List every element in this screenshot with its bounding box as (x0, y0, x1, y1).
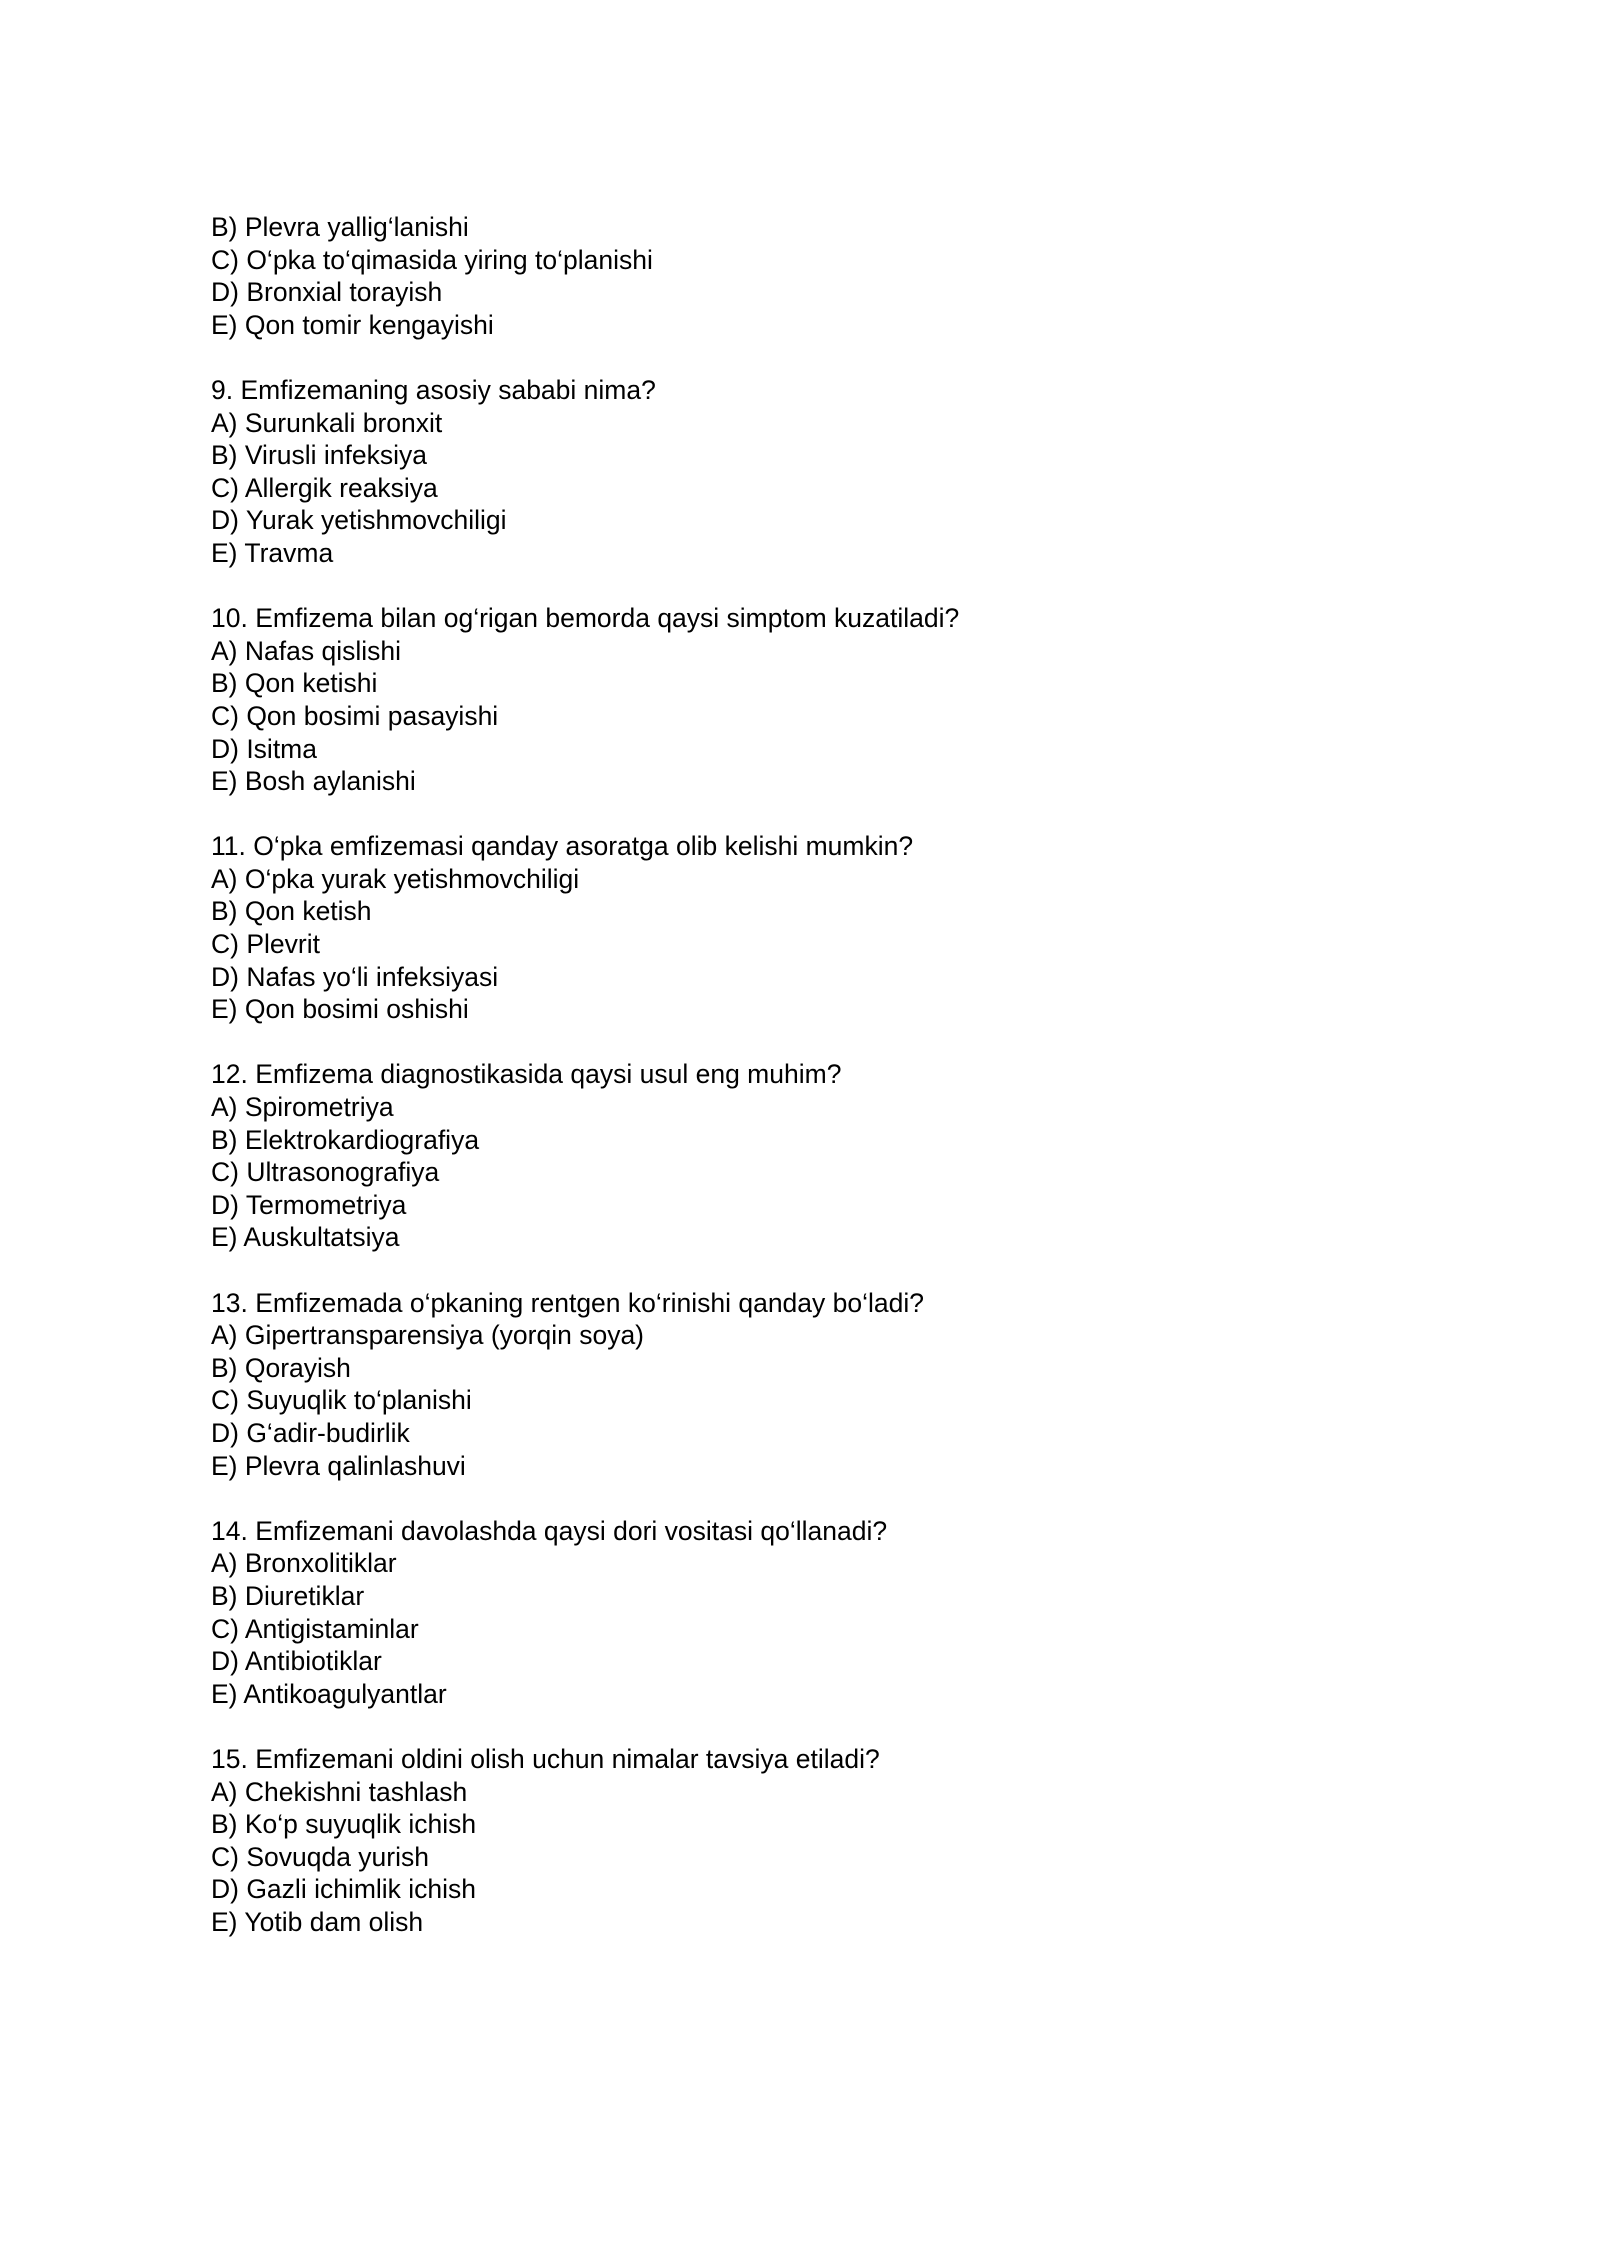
question-text: 13. Emfizemada o‘pkaning rentgen ko‘rinishi qanday bo‘ladi? (211, 1287, 925, 1318)
question-block-11 (211, 830, 1411, 1026)
option-line: C) Sovuqda yurish (211, 1841, 429, 1872)
question-block-15 (211, 1743, 1411, 1939)
option-line: B) Elektrokardiografiya (211, 1124, 480, 1155)
option-line: E) Qon bosimi oshishi (211, 994, 469, 1025)
option-line: D) Gazli ichimlik ichish (211, 1874, 477, 1905)
option-line: C) Plevrit (211, 929, 320, 960)
option-line: C) Ultrasonografiya (211, 1157, 440, 1188)
question-text: 14. Emfizemani davolashda qaysi dori vositasi qo‘llanadi? (211, 1515, 888, 1546)
option-line: D) Yurak yetishmovchiligi (211, 505, 507, 536)
option-line: A) Surunkali bronxit (211, 407, 443, 438)
question-text: 9. Emfizemaning asosiy sababi nima? (211, 374, 656, 405)
option-line: C) Suyuqlik to‘planishi (211, 1385, 472, 1416)
question-block-14 (211, 1515, 1411, 1711)
option-line: C) Antigistaminlar (211, 1613, 419, 1644)
option-line: B) Qon ketish (211, 896, 372, 927)
option-line: E) Auskultatsiya (211, 1222, 400, 1253)
question-block-10 (211, 602, 1411, 798)
option-line: D) Isitma (211, 733, 317, 764)
question-text: 12. Emfizema diagnostikasida qaysi usul eng muhim? (211, 1059, 842, 1090)
option-line: B) Ko‘p suyuqlik ichish (211, 1809, 477, 1840)
option-line: D) Bronxial torayish (211, 277, 443, 308)
option-line: A) Gipertransparensiya (yorqin soya) (211, 1320, 645, 1351)
option-line: E) Travma (211, 537, 334, 568)
option-line: D) Termometriya (211, 1189, 407, 1220)
option-line: E) Yotib dam olish (211, 1906, 424, 1937)
question-text: 15. Emfizemani oldini olish uchun nimalar tavsiya etiladi? (211, 1743, 880, 1774)
question-block-13 (211, 1287, 1411, 1483)
option-line: E) Bosh aylanishi (211, 766, 416, 797)
option-line: D) Antibiotiklar (211, 1646, 382, 1677)
option-line: C) O‘pka to‘qimasida yiring to‘planishi (211, 244, 653, 275)
option-line: B) Qorayish (211, 1352, 351, 1383)
question-text: 10. Emfizema bilan og‘rigan bemorda qaysi simptom kuzatiladi? (211, 603, 960, 634)
question-text: 11. O‘pka emfizemasi qanday asoratga olib kelishi mumkin? (211, 831, 914, 862)
option-line: A) Chekishni tashlash (211, 1776, 468, 1807)
option-line: D) G‘adir-budirlik (211, 1417, 410, 1448)
option-line: A) O‘pka yurak yetishmovchiligi (211, 863, 580, 894)
option-line: C) Allergik reaksiya (211, 472, 438, 503)
option-line: B) Virusli infeksiya (211, 440, 427, 471)
option-line: B) Diuretiklar (211, 1580, 365, 1611)
continued-options-block (211, 211, 1411, 341)
question-block-12 (211, 1058, 1411, 1254)
question-block-9 (211, 374, 1411, 570)
option-line: A) Nafas qislishi (211, 635, 401, 666)
option-line: B) Qon ketishi (211, 668, 378, 699)
option-line: C) Qon bosimi pasayishi (211, 700, 499, 731)
option-line: E) Qon tomir kengayishi (211, 309, 494, 340)
option-line: B) Plevra yallig‘lanishi (211, 212, 469, 242)
option-line: A) Bronxolitiklar (211, 1548, 397, 1579)
option-line: E) Plevra qalinlashuvi (211, 1450, 466, 1481)
option-line: D) Nafas yo‘li infeksiyasi (211, 961, 499, 992)
option-line: E) Antikoagulyantlar (211, 1678, 447, 1709)
option-line: A) Spirometriya (211, 1092, 394, 1123)
page-content (211, 211, 1411, 1971)
